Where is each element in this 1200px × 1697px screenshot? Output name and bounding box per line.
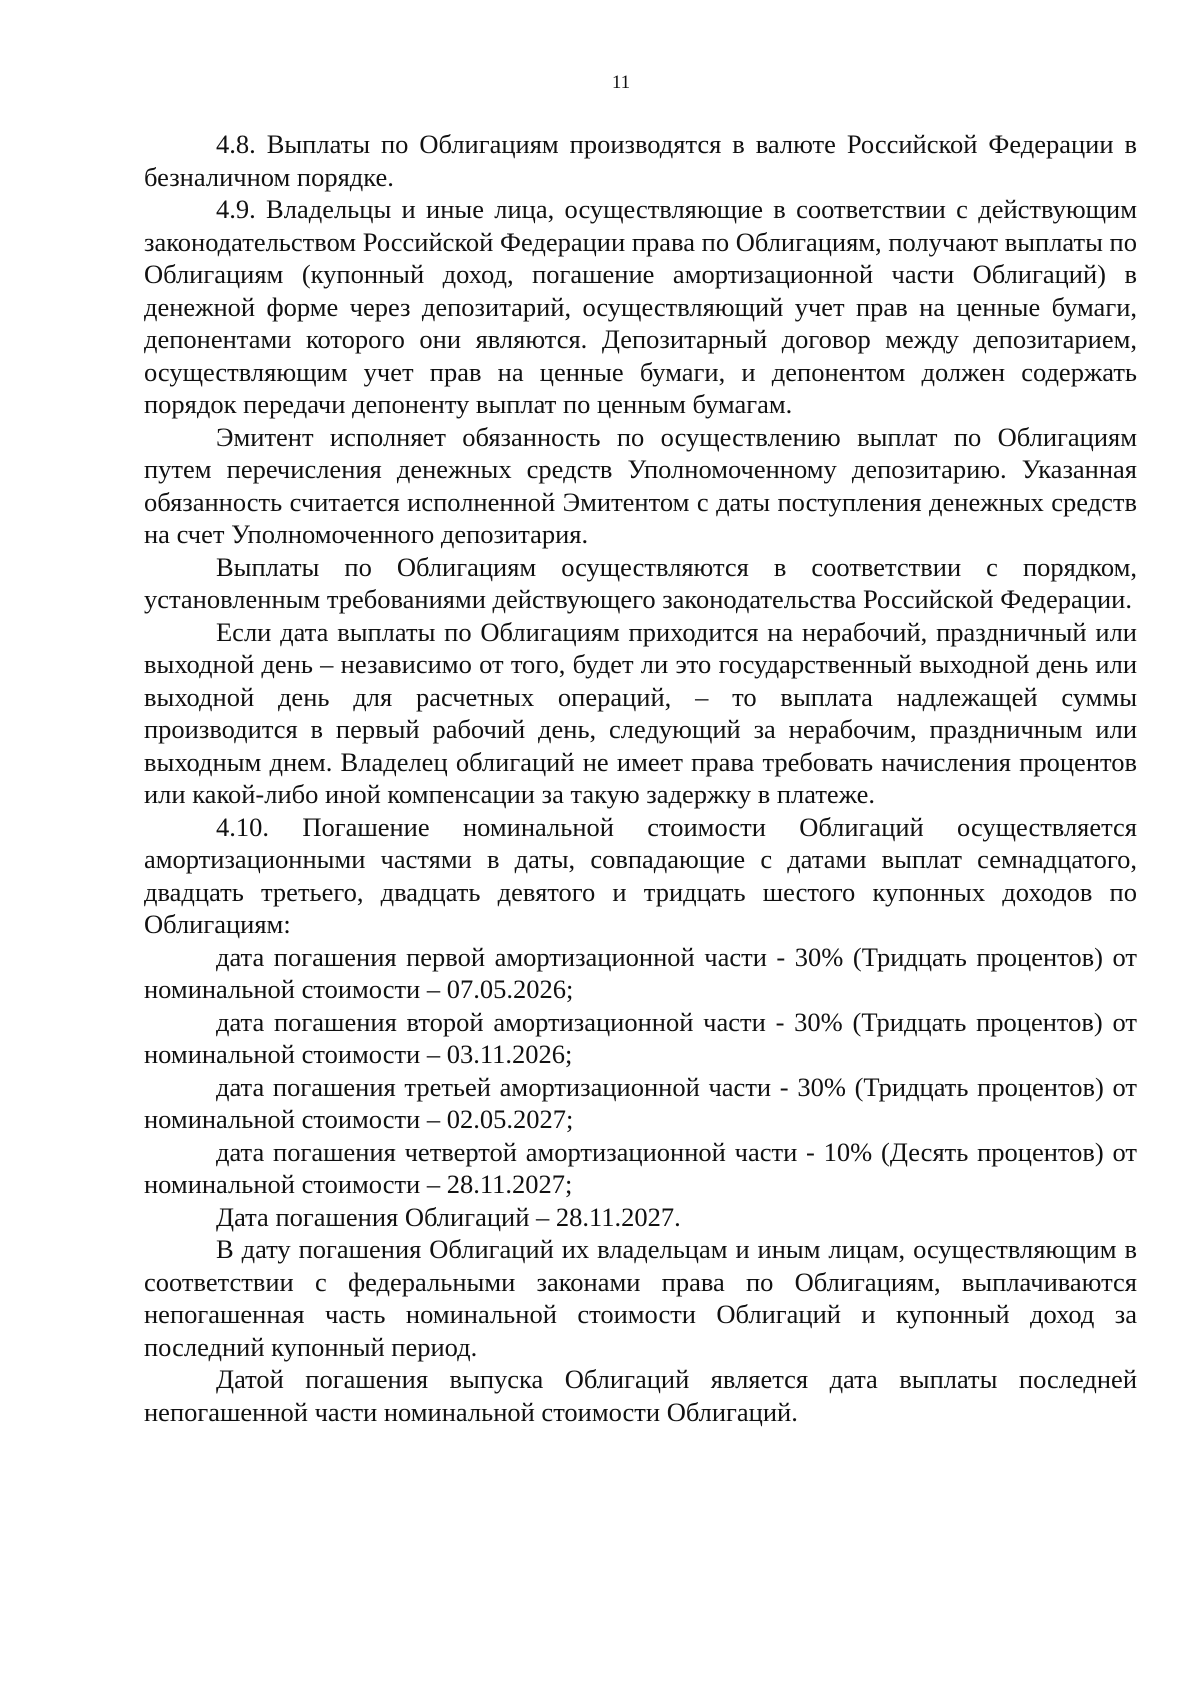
paragraph-4-9: 4.9. Владельцы и иные лица, осуществляющие в соответствии с действующим законодательством Российской Федерации права по Облигациям, получают выплаты по Облигациям (купонный доход, погашение амортизационной части Облигаций) в денежной форме через депозитарий, осуществляющий учет прав на ценные бумаги, депонентами которого они являются. Депозитарный договор между депозитарием, осуществляющим учет прав на ценные бумаги, и депонентом должен содержать порядок передачи депоненту выплат по ценным бумагам. [144,194,1137,419]
amortization-date-3: дата погашения третьей амортизационной части - 30% (Тридцать процентов) от номинальной стоимости – 02.05.2027; [144,1071,1137,1134]
paragraph-non-working-day: Если дата выплаты по Облигациям приходится на нерабочий, праздничный или выходной день – независимо от того, будет ли это государственный выходной день или выходной день для расчетных операций, – то выплата надлежащей суммы производится в первый рабочий день, следующий за нерабочим, праздничным или выходным днем. Владелец облигаций не имеет права требовать начисления процентов или какой-либо иной компенсации за такую задержку в платеже. [144,616,1137,809]
paragraph-redemption-payment: В дату погашения Облигаций их владельцам и иным лицам, осуществляющим в соответствии с федеральными законами права по Облигациям, выплачиваются непогашенная часть номинальной стоимости Облигаций и купонный доход за последний купонный период. [144,1234,1137,1362]
page-number: 11 [611,72,631,93]
paragraph-4-10: 4.10. Погашение номинальной стоимости Облигаций осуществляется амортизационными частями в даты, совпадающие с датами выплат семнадцатого, двадцать третьего, двадцать девятого и тридцать шестого купонных доходов по Облигациям: [144,811,1137,939]
paragraph-issue-redemption-date: Датой погашения выпуска Облигаций является дата выплаты последней непогашенной части номинальной стоимости Облигаций. [144,1364,1137,1427]
amortization-date-1: дата погашения первой амортизационной части - 30% (Тридцать процентов) от номинальной стоимости – 07.05.2026; [144,941,1137,1004]
paragraph-4-8: 4.8. Выплаты по Облигациям производятся в валюте Российской Федерации в безналичном порядке. [144,129,1137,192]
redemption-date: Дата погашения Облигаций – 28.11.2027. [216,1201,681,1232]
paragraph-issuer-obligation: Эмитент исполняет обязанность по осуществлению выплат по Облигациям путем перечисления денежных средств Уполномоченному депозитарию. Указанная обязанность считается исполненной Эмитентом с даты поступления денежных средств на счет Уполномоченного депозитария. [144,421,1137,549]
paragraph-payment-procedure: Выплаты по Облигациям осуществляются в соответствии с порядком, установленным требованиями действующего законодательства Российской Федерации. [144,551,1137,614]
amortization-date-4: дата погашения четвертой амортизационной части - 10% (Десять процентов) от номинальной стоимости – 28.11.2027; [144,1136,1137,1199]
document-body [144,128,1137,1428]
amortization-date-2: дата погашения второй амортизационной части - 30% (Тридцать процентов) от номинальной стоимости – 03.11.2026; [144,1006,1137,1069]
